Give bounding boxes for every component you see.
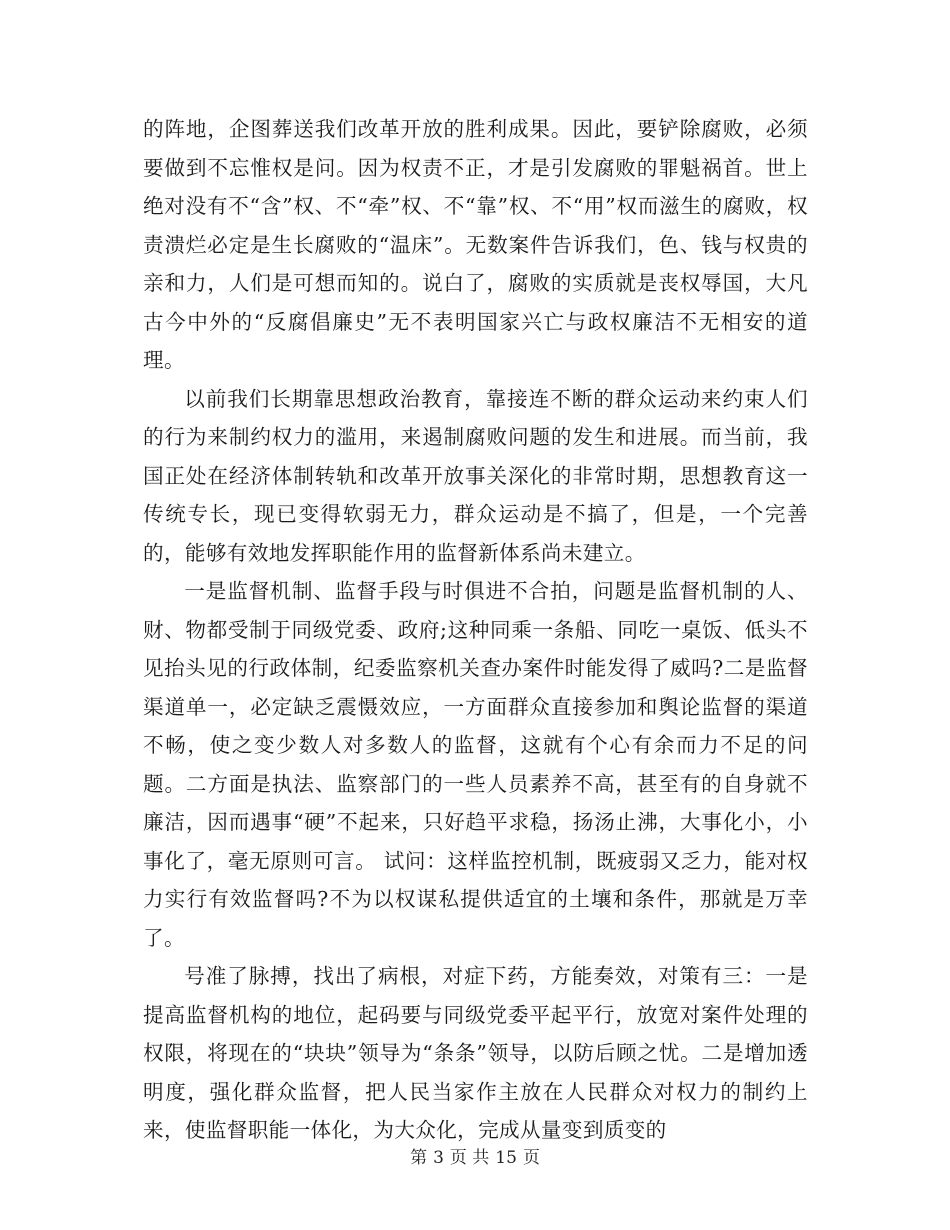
document-body <box>143 110 808 1150</box>
footer-suffix: 页 <box>522 1148 540 1168</box>
paragraph-4: 号准了脉搏，找出了病根，对症下药，方能奏效，对策有三：一是提高监督机构的地位，起码要与同级党委平起平行，放宽对案件处理的权限，将现在的“块块”领导为“条条”领导，以防后顾之忧。二是增加透明度，强化群众监督，把人民当家作主放在人民群众对权力的制约上来，使监督职能一体化，为大众化，完成从量变到质变的 <box>143 964 808 1142</box>
page-footer <box>0 1146 950 1170</box>
footer-middle: 页 共 <box>449 1148 490 1168</box>
paragraph-3: 一是监督机制、监督手段与时俱进不合拍，问题是监督机制的人、财、物都受制于同级党委、政府;这种同乘一条船、同吃一桌饭、低头不见抬头见的行政体制，纪委监察机关查办案件时能发得了威吗?二是监督渠道单一，必定缺乏震慑效应，一方面群众直接参加和舆论监督的渠道不畅，使之变少数人对多数人的监督，这就有个心有余而力不足的问题。二方面是执法、监察部门的一些人员素养不高，甚至有的自身就不廉洁，因而遇事“硬”不起来，只好趋平求稳，扬汤止沸，大事化小，小事化了，毫无原则可言。 试问：这样监控机制，既疲弱又乏力，能对权力实行有效监督吗?不为以权谋私提供适宜的土壤和条件，那就是万幸了。 <box>143 579 808 950</box>
footer-page-number: 3 <box>433 1148 444 1168</box>
paragraph-1: 的阵地，企图葬送我们改革开放的胜利成果。因此，要铲除腐败，必须要做到不忘惟权是问。因为权责不正，才是引发腐败的罪魁祸首。世上绝对没有不“含”权、不“牵”权、不“靠”权、不“用”权而滋生的腐败，权责溃烂必定是生长腐败的“温床”。无数案件告诉我们，色、钱与权贵的亲和力，人们是可想而知的。说白了，腐败的实质就是丧权辱国，大凡古今中外的“反腐倡廉史”无不表明国家兴亡与政权廉洁不无相安的道理。 <box>143 117 808 372</box>
footer-prefix: 第 <box>410 1148 428 1168</box>
footer-total-pages: 15 <box>495 1148 517 1168</box>
paragraph-2: 以前我们长期靠思想政治教育，靠接连不断的群众运动来约束人们的行为来制约权力的滥用，来遏制腐败问题的发生和进展。而当前，我国正处在经济体制转轨和改革开放事关深化的非常时期，思想教育这一传统专长，现已变得软弱无力，群众运动是不搞了，但是，一个完善的，能够有效地发挥职能作用的监督新体系尚未建立。 <box>143 386 808 565</box>
